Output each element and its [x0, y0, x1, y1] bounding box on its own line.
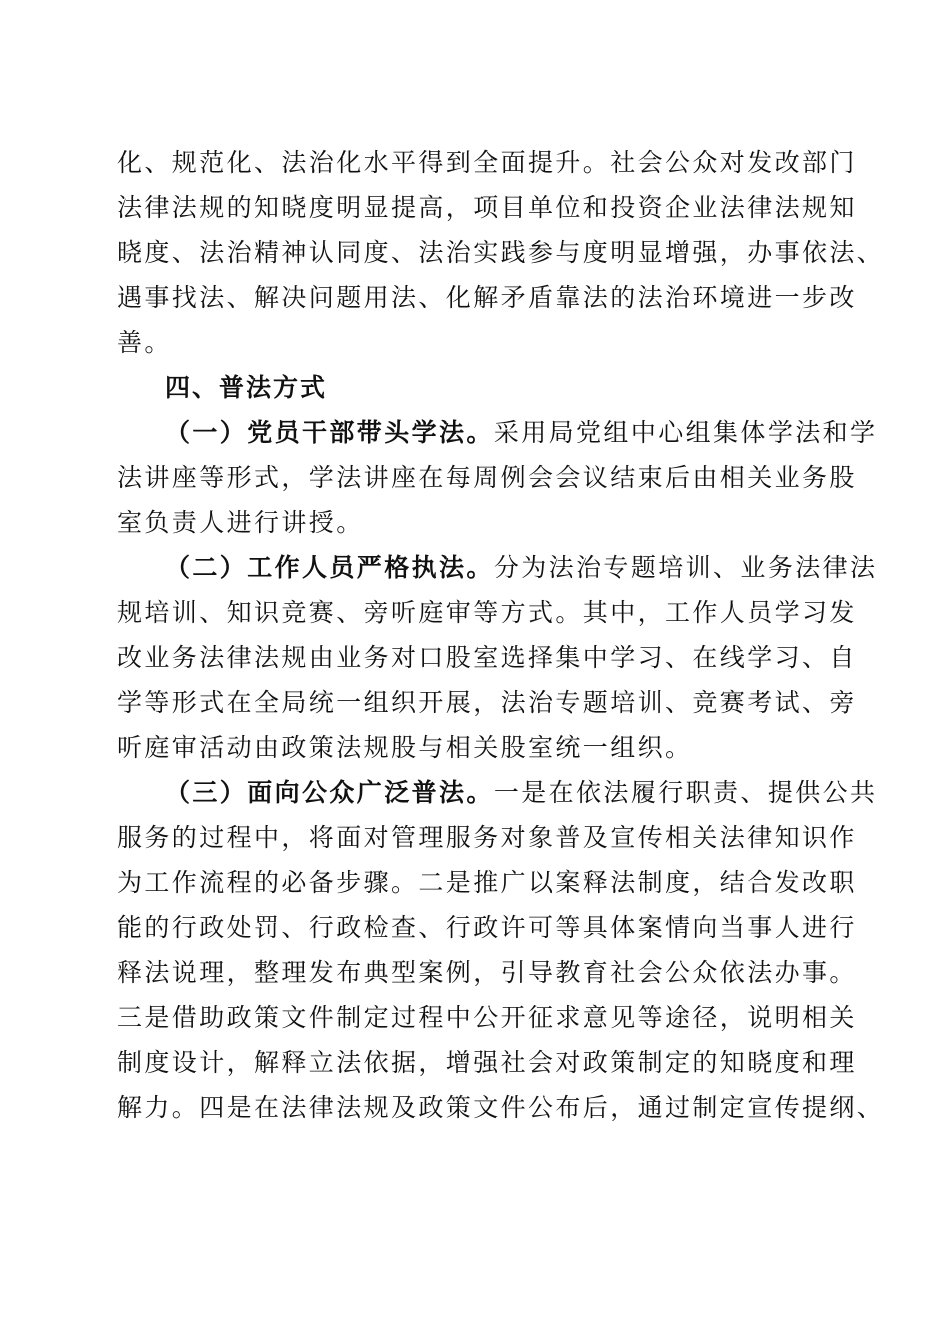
item-first-line: [117, 545, 878, 590]
paragraph-line: 遇事找法、解决问题用法、化解矛盾靠法的法治环境进一步改: [117, 283, 857, 312]
item-heading: （二）工作人员严格执法。: [165, 553, 494, 582]
paragraph-line: 能的行政处罚、行政检查、行政许可等具体案情向当事人进行: [117, 913, 857, 942]
paragraph-line: 规培训、知识竞赛、旁听庭审等方式。其中，工作人员学习发: [117, 598, 857, 627]
item-text: 分为法治专题培训、业务法律法: [493, 553, 878, 582]
paragraph-line: 制度设计，解释立法依据，增强社会对政策制定的知晓度和理: [117, 1048, 857, 1077]
section-title: 四、普法方式: [165, 373, 328, 402]
paragraph-line: 解力。四是在法律法规及政策文件公布后，通过制定宣传提纲、: [117, 1093, 885, 1122]
paragraph-line: 学等形式在全局统一组织开展，法治专题培训、竞赛考试、旁: [117, 688, 857, 717]
paragraph-line: 三是借助政策文件制定过程中公开征求意见等途径，说明相关: [117, 1003, 857, 1032]
paragraph-line: 室负责人进行讲授。: [117, 508, 364, 537]
item-text: 一是在依法履行职责、提供公共: [493, 778, 878, 807]
paragraph-line: 善。: [117, 328, 172, 357]
item-heading: （三）面向公众广泛普法。: [165, 778, 494, 807]
item-text: 采用局党组中心组集体学法和学: [493, 418, 878, 447]
paragraph-line: 改业务法律法规由业务对口股室选择集中学习、在线学习、自: [117, 643, 857, 672]
paragraph-line: 法律法规的知晓度明显提高，项目单位和投资企业法律法规知: [117, 193, 857, 222]
paragraph-line: 释法说理，整理发布典型案例，引导教育社会公众依法办事。: [117, 958, 857, 987]
paragraph-line: 听庭审活动由政策法规股与相关股室统一组织。: [117, 733, 693, 762]
item-first-line: [117, 410, 878, 455]
document-body: [117, 140, 885, 1130]
item-first-line: [117, 770, 878, 815]
paragraph-line: 化、规范化、法治化水平得到全面提升。社会公众对发改部门: [117, 148, 857, 177]
paragraph-line: 法讲座等形式，学法讲座在每周例会会议结束后由相关业务股: [117, 463, 857, 492]
paragraph-line: 为工作流程的必备步骤。二是推广以案释法制度，结合发改职: [117, 868, 857, 897]
item-heading: （一）党员干部带头学法。: [165, 418, 494, 447]
paragraph-line: 服务的过程中，将面对管理服务对象普及宣传相关法律知识作: [117, 823, 857, 852]
paragraph-line: 晓度、法治精神认同度、法治实践参与度明显增强，办事依法、: [117, 238, 885, 267]
